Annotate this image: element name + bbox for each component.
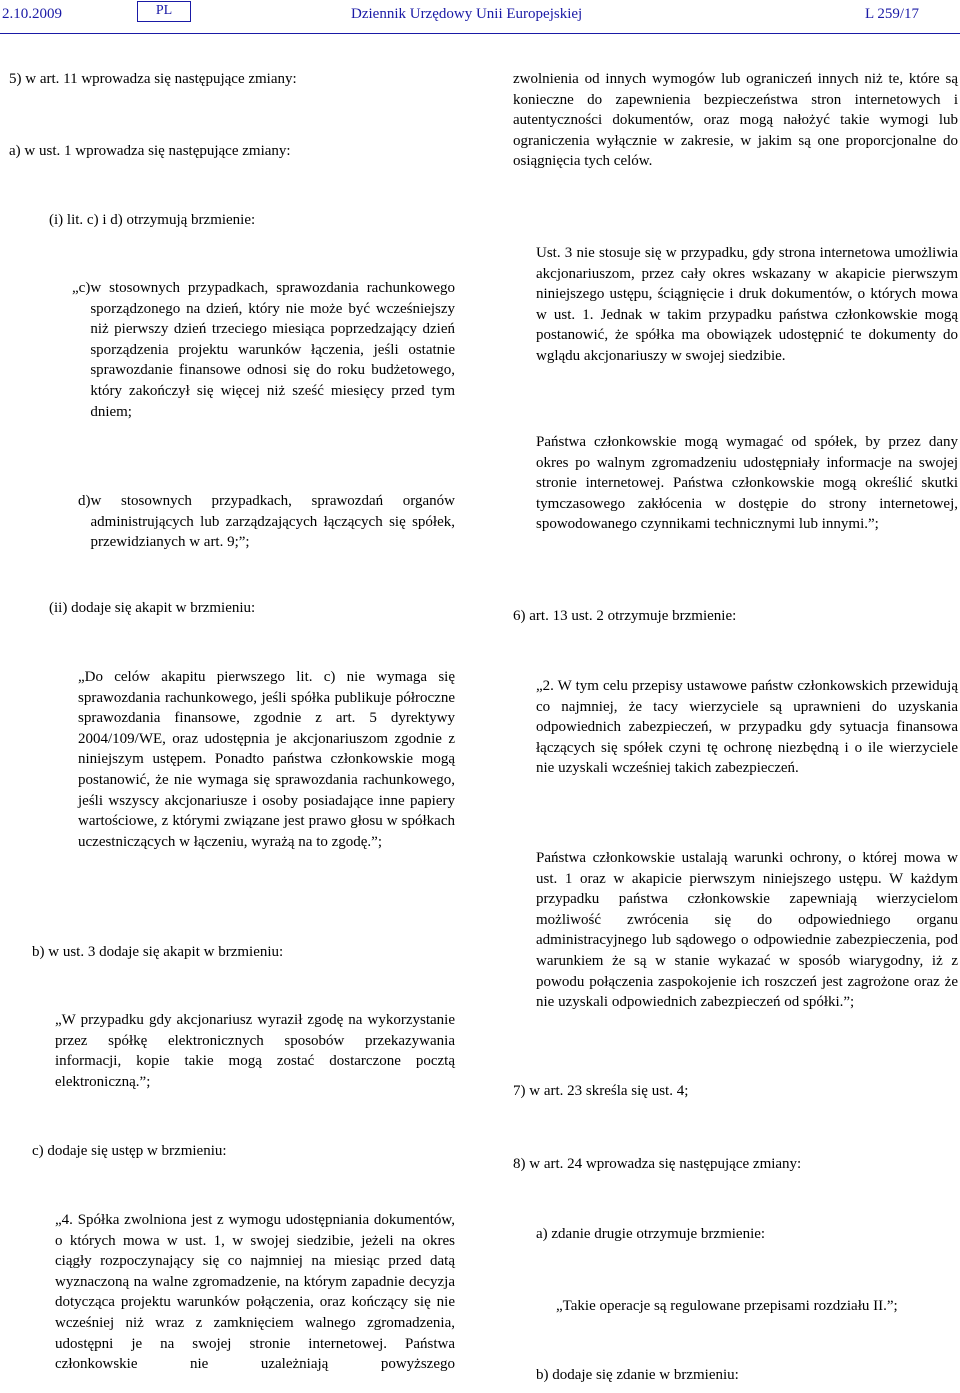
exemption-continuation-text: zwolnienia od innych wymogów lub ograniczeń innych niż te, które są konieczne do zapewnienia bezpieczeństwa stron internetowych i autentyczności dokumentów, oraz mogą nałożyć takie wymogi lub ograniczenia wyłącznie w zakresie, w jakim są one proporcjonalne do osiągnięcia tych celów. (513, 71, 958, 170)
amendment-5a-ii-intro: (ii) dodaje się akapit w brzmieniu: (49, 600, 256, 616)
ust-3-exception-text: Ust. 3 nie stosuje się w przypadku, gdy strona internetowa umożliwia akcjonariuszom, przez cały okres wskazany w akapicie pierwszym niniejszego ustępu, ściągnięcie i druk dokumentów, o których mowa w ust. 1. Jednak w takim przypadku państwa członkowskie mogą postanowić, że spółka ma obowiązek udostępnić te dokumenty do wglądu akcjonariuszy w swojej siedzibie. (536, 245, 958, 364)
page-reference: L 259/17 (865, 6, 920, 22)
amendment-5c-intro: c) dodaje się ustęp w brzmieniu: (32, 1143, 227, 1159)
language-badge: PL (137, 1, 191, 22)
publication-date: 2.10.2009 (2, 6, 62, 22)
new-subparagraph-text: „Do celów akapitu pierwszego lit. c) nie wymaga się sprawozdania rachunkowego, jeśli spółka publikuje półroczne sprawozdania finansowe, zgodnie z art. 5 dyrektywy 2004/109/WE, oraz udostępnia je akcjonariuszom zgodnie z niniejszym ustępem. Ponadto państwa członkowskie mogą postanowić, że nie wymaga się sprawozdania rachunkowego, jeśli wszyscy akcjonariusze i osoby posiadające inne papiery wartościowe, z którymi związane jest prawo głosu w spółkach uczestniczących w łączeniu, wyrażą na to zgodę.”; (78, 669, 455, 850)
header-divider (0, 33, 960, 34)
amendment-8-intro: 8) w art. 24 wprowadza się następujące zmiany: (513, 1156, 802, 1172)
amendment-6-intro: 6) art. 13 ust. 2 otrzymuje brzmienie: (513, 608, 737, 624)
amendment-5b-intro: b) w ust. 3 dodaje się akapit w brzmieniu: (32, 944, 284, 960)
point-c-label: „c) (72, 280, 91, 296)
point-d-paragraph (78, 491, 455, 553)
page-header (0, 0, 960, 30)
amendment-8a-intro: a) zdanie drugie otrzymuje brzmienie: (536, 1226, 766, 1242)
point-c-text: w stosownych przypadkach, sprawozdania rachunkowego sporządzonego na dzień, który nie może być wcześniejszy niż pierwszy dzień trzeciego miesiąca poprzedzający dzień sporządzenia projektu warunków łączenia, jeśli ostatnie sprawozdanie finansowe odnosi się do roku budżetowego, który zakończył się więcej niż sześć miesięcy przed tym dniem; (90, 280, 455, 420)
creditor-protection-text: Państwa członkowskie ustalają warunki ochrony, o której mowa w ust. 1 oraz w akapicie pierwszym niniejszego ustępu. W każdym przypadku państwa członkowskie zapewniają wierzycielom możliwość zwrócenia się do odpowiedniego organu administracyjnego lub sądowego o odpowiednie zabezpieczenia, pod warunkiem że są w stanie wykazać w sposób wiarygodny, iż z powodu połączenia zaspokojenie ich roszczeń jest zagrożone oraz że nie uzyskali odpowiednich zabezpieczeń od spółki.”; (536, 850, 958, 1011)
amendment-7-text: 7) w art. 23 skreśla się ust. 4; (513, 1083, 689, 1099)
amendment-5a-i-intro: (i) lit. c) i d) otrzymują brzmienie: (49, 212, 256, 228)
amendment-8b-intro: b) dodaje się zdanie w brzmieniu: (536, 1367, 739, 1383)
point-d-label: d) (78, 493, 91, 509)
email-copies-text: „W przypadku gdy akcjonariusz wyraził zgodę na wykorzystanie przez spółkę elektronicznych sposobów przekazywania informacji, kopie takie mogą zostać dostarczone pocztą elektroniczną.”; (55, 1012, 455, 1090)
point-d-text: w stosownych przypadkach, sprawozdań organów administrujących lub zarządzających łączących się spółek, przewidzianych w art. 9;”; (90, 493, 455, 551)
paragraph-4-text: „4. Spółka zwolniona jest z wymogu udostępniania dokumentów, o których mowa w ust. 1, w swojej siedzibie, jeżeli na okres ciągły rozpoczynający się co najmniej na miesiąc przed datą wyznaczoną na walne zgromadzenie, na którym zapadnie decyzja dotycząca projektu warunków połączenia, oraz kończący się nie wcześniej niż wraz z zamknięciem walnego zgromadzenia, udostępni je na swojej stronie internetowej. Państwa członkowskie nie uzależniają powyższego (55, 1212, 455, 1373)
article-13-2-text: „2. W tym celu przepisy ustawowe państw członkowskich przewidują co najmniej, że tacy wierzyciele są uprawnieni do uzyskania odpowiednich zabezpieczeń, w przypadku gdy sytuacja finansowa łączących się spółek czyni tę ochronę niezbędną i o ile wierzyciele nie uzyskali wcześniej takich zabezpieczeń. (536, 678, 958, 777)
amendment-5a-intro: a) w ust. 1 wprowadza się następujące zmiany: (9, 143, 291, 159)
amendment-5-intro: 5) w art. 11 wprowadza się następujące zmiany: (9, 71, 297, 87)
website-requirement-text: Państwa członkowskie mogą wymagać od spółek, by przez dany okres po walnym zgromadzeniu udostępniały informacje na swojej stronie internetowej. Państwa członkowskie mogą określić skutki tymczasowego zakłócenia w dostępie do strony internetowej, spowodowanego czynnikami technicznymi lub innymi.”; (536, 434, 958, 533)
chapter-ii-sentence: „Takie operacje są regulowane przepisami rozdziału II.”; (556, 1298, 898, 1314)
journal-title: Dziennik Urzędowy Unii Europejskiej (351, 6, 583, 22)
point-c-paragraph (72, 278, 455, 422)
